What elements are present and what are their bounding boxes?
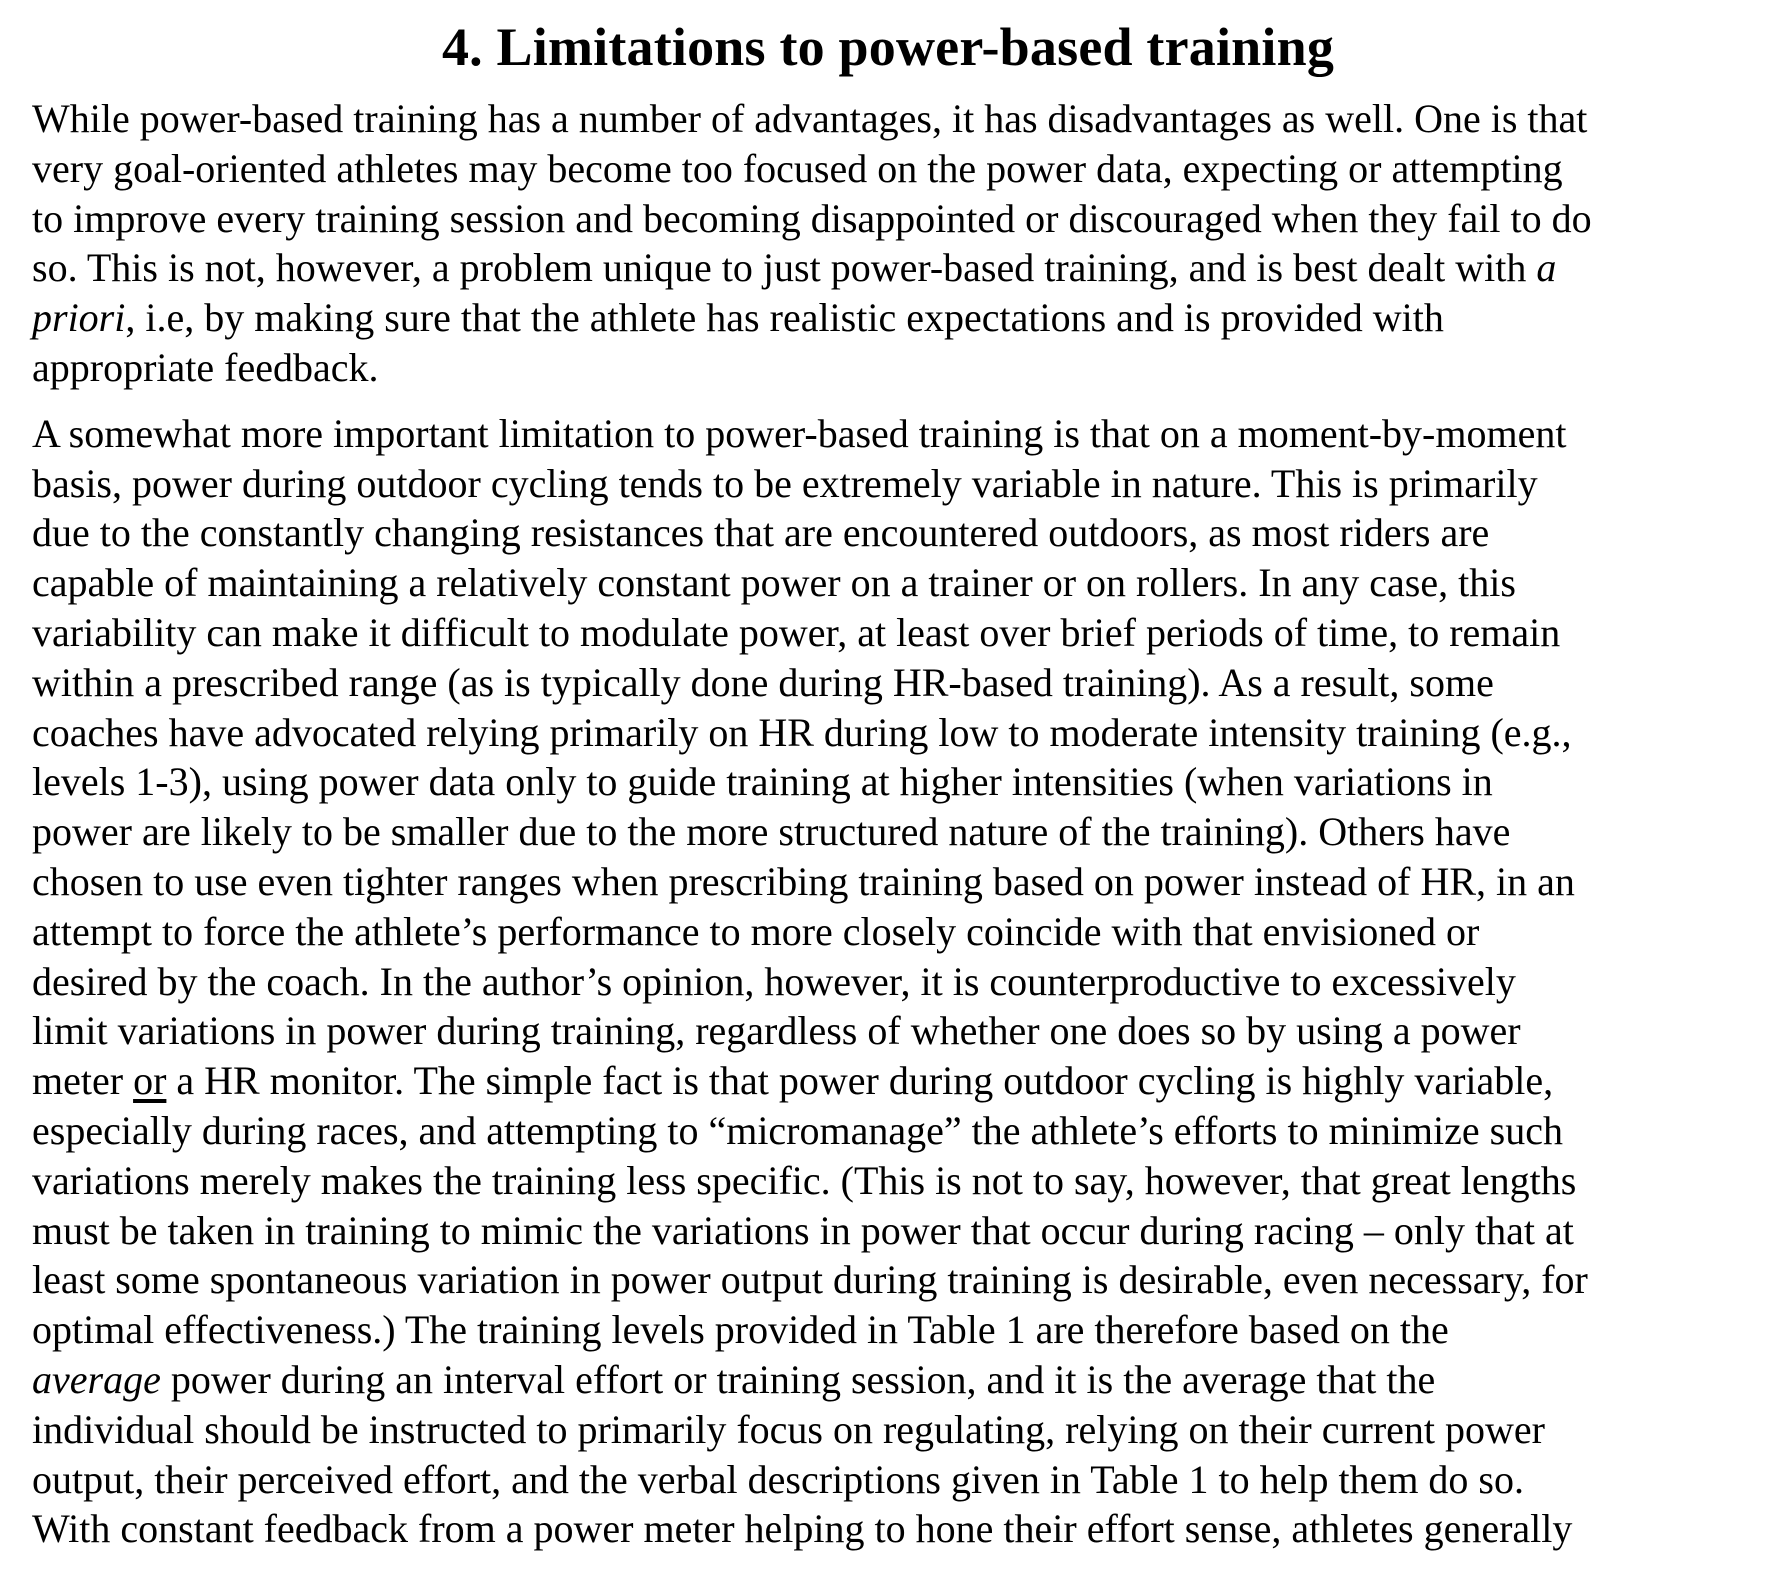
italic-text: a bbox=[1536, 245, 1557, 291]
paragraph-line: least some spontaneous variation in power output during training is desirable, even necessary, for bbox=[32, 1257, 1588, 1303]
paragraph-line: appropriate feedback. bbox=[32, 344, 379, 390]
text-run: , i.e, by making sure that the athlete has realistic expectations and is provided with bbox=[125, 295, 1444, 341]
paragraph-2 bbox=[32, 409, 1744, 1554]
paragraph-line: variations merely makes the training less specific. (This is not to say, however, that great lengths bbox=[32, 1157, 1577, 1203]
paragraph-line: attempt to force the athlete’s performance to more closely coincide with that envisioned or bbox=[32, 908, 1480, 954]
paragraph-line: very goal-oriented athletes may become too focused on the power data, expecting or attempting bbox=[32, 145, 1563, 191]
paragraph-line: desired by the coach. In the author’s opinion, however, it is counterproductive to excessively bbox=[32, 958, 1516, 1004]
paragraph-line: variability can make it difficult to modulate power, at least over brief periods of time, to remain bbox=[32, 609, 1561, 655]
paragraph-line bbox=[32, 1056, 1744, 1106]
section-heading: 4. Limitations to power-based training bbox=[441, 17, 1335, 77]
text-run: so. This is not, however, a problem unique to just power-based training, and is best dealt with bbox=[32, 245, 1537, 291]
text-run: meter bbox=[32, 1058, 134, 1104]
paragraph-line: output, their perceived effort, and the verbal descriptions given in Table 1 to help them do so. bbox=[32, 1456, 1524, 1502]
paragraph-line: power are likely to be smaller due to the more structured nature of the training). Others have bbox=[32, 809, 1511, 855]
underlined-text: or bbox=[133, 1058, 167, 1104]
paragraph-line: basis, power during outdoor cycling tends to be extremely variable in nature. This is primarily bbox=[32, 460, 1538, 506]
paragraph-line: due to the constantly changing resistances that are encountered outdoors, as most riders are bbox=[32, 510, 1490, 556]
paragraph-line bbox=[32, 293, 1744, 343]
paragraph-line: must be taken in training to mimic the variations in power that occur during racing – only that at bbox=[32, 1207, 1574, 1253]
italic-text: priori bbox=[32, 295, 126, 341]
paragraph-line: especially during races, and attempting to “micromanage” the athlete’s efforts to minimize such bbox=[32, 1107, 1563, 1153]
paragraph-line: capable of maintaining a relatively constant power on a trainer or on rollers. In any case, this bbox=[32, 560, 1516, 606]
paragraph-line: individual should be instructed to primarily focus on regulating, relying on their current power bbox=[32, 1406, 1545, 1452]
paragraph-line bbox=[32, 243, 1744, 293]
paragraph-line bbox=[32, 1355, 1744, 1405]
paragraph-1 bbox=[32, 94, 1744, 393]
paragraph-line: within a prescribed range (as is typically done during HR-based training). As a result, some bbox=[32, 659, 1494, 705]
paragraph-line: optimal effectiveness.) The training levels provided in Table 1 are therefore based on the bbox=[32, 1307, 1449, 1353]
paragraph-line: chosen to use even tighter ranges when prescribing training based on power instead of HR, in an bbox=[32, 858, 1575, 904]
text-run: power during an interval effort or training session, and it is the average that the bbox=[160, 1356, 1436, 1402]
paragraph-line: coaches have advocated relying primarily on HR during low to moderate intensity training (e.g., bbox=[32, 709, 1572, 755]
paragraph-line: to improve every training session and becoming disappointed or discouraged when they fail to do bbox=[32, 195, 1592, 241]
paragraph-line: levels 1-3), using power data only to guide training at higher intensities (when variations in bbox=[32, 759, 1493, 805]
paragraph-line: A somewhat more important limitation to power-based training is that on a moment-by-moment bbox=[32, 410, 1567, 456]
text-run: a HR monitor. The simple fact is that power during outdoor cycling is highly variable, bbox=[166, 1058, 1554, 1104]
paragraph-line: With constant feedback from a power meter helping to hone their effort sense, athletes generally bbox=[32, 1506, 1573, 1552]
paragraph-line: While power-based training has a number of advantages, it has disadvantages as well. One is that bbox=[32, 96, 1588, 141]
paragraph-line: limit variations in power during training, regardless of whether one does so by using a power bbox=[32, 1008, 1521, 1054]
italic-text: average bbox=[32, 1356, 161, 1402]
